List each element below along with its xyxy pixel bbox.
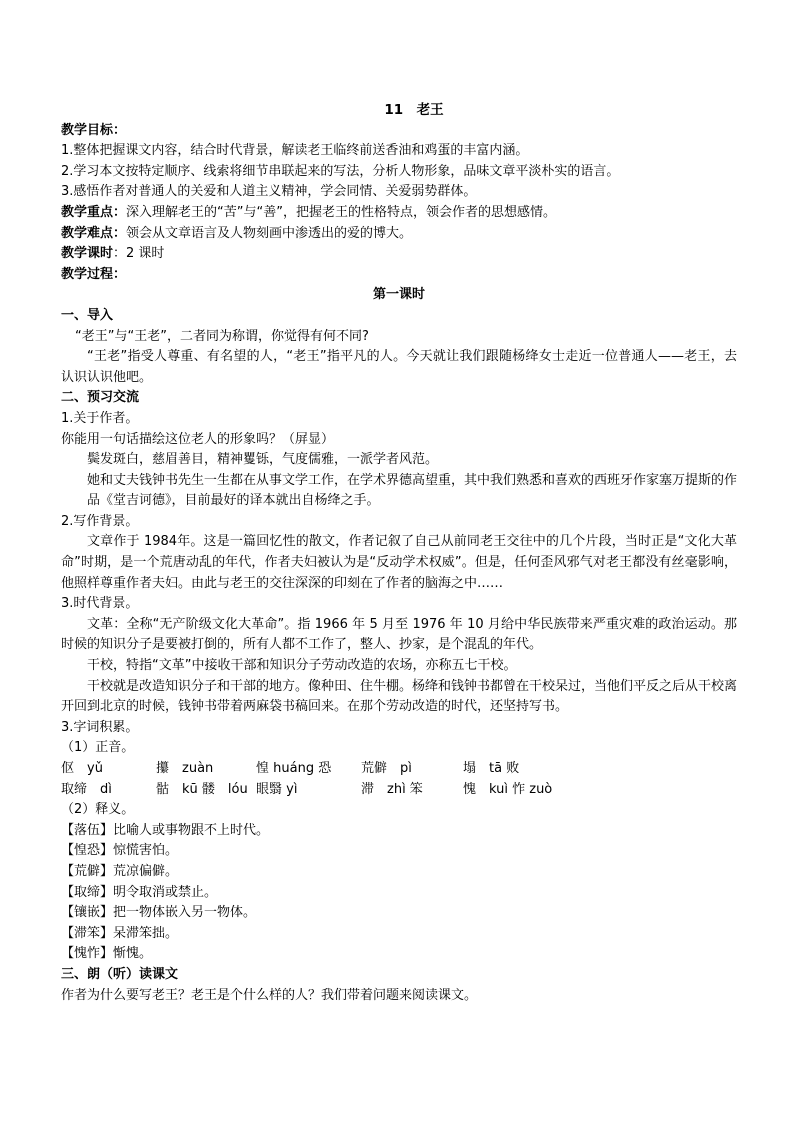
- lesson-heading: 第一课时: [372, 287, 425, 303]
- intro-question: “老王”与“王老”，二者同为称谓，你觉得有何不同?: [75, 328, 369, 344]
- objectives-heading: 教学目标：: [61, 122, 127, 138]
- gloss-item: [61, 821, 737, 842]
- writing-background: 2.写作背景。: [61, 513, 139, 529]
- gloss-definition: 荒凉偏僻。: [113, 863, 179, 879]
- era-paragraph-1: 文革：全称“无产阶级文化大革命”。指 1966 年 5 月至 1976 年 10 月给中华民族带来严重灾难的政治运动。那时候的知识分子是要被打倒的，所有人都不工作了，整人、抄家，是个混乱的年代。: [61, 616, 737, 653]
- pron-item: 塌 tā 败: [463, 761, 520, 776]
- pronunciation-row-2: [61, 780, 737, 801]
- difficulty-text: 领会从文章语言及人物刻画中渗透出的爱的博大。: [126, 225, 413, 241]
- key-point-text: 深入理解老王的“苦”与“善”，把握老王的性格特点，领会作者的思想感情。: [126, 204, 556, 220]
- key-point: [61, 203, 737, 224]
- pron-item: 伛 yǔ: [61, 761, 103, 776]
- gloss-term: 【滞笨】: [61, 925, 114, 941]
- reading-prompt: 作者为什么要写老王？老王是个什么样的人？我们带着问题来阅读课文。: [61, 987, 478, 1003]
- gloss-item: [61, 944, 737, 965]
- gloss-definition: 惊慌害怕。: [113, 843, 179, 859]
- gloss-heading: （2）释义。: [61, 802, 135, 818]
- gloss-item: [61, 883, 737, 904]
- gloss-definition: 明令取消或禁止。: [113, 884, 218, 900]
- objective-1: 1.整体把握课文内容，结合时代背景，解读老王临终前送香油和鸡蛋的丰富内涵。: [61, 143, 529, 159]
- era-background: 3.时代背景。: [61, 596, 139, 612]
- author-paragraph: 她和丈夫钱钟书先生一生都在从事文学工作，在学术界德高望重，其中我们熟悉和喜欢的西班牙作家塞万提斯的作品《堂吉诃德》，目前最好的译本就出自杨绛之手。: [87, 472, 738, 509]
- document-page: [61, 100, 737, 1006]
- gloss-item: [61, 903, 737, 924]
- gloss-term: 【荒僻】: [61, 863, 114, 879]
- hours-label: 教学课时: [61, 246, 114, 262]
- pronunciation-heading: （1）正音。: [61, 740, 135, 756]
- era-paragraph-3: 干校就是改造知识分子和干部的地方。像种田、住牛棚。杨绛和钱钟书都曾在干校呆过，当他们平反之后从干校离开回到北京的时候，钱钟书带着两麻袋书稿回来。在那个劳动改造的时代，还坚持写书。: [61, 678, 738, 715]
- objective-2: 2.学习本文按特定顺序、线索将细节串联起来的写法，分析人物形象，品味文章平淡朴实的语言。: [61, 163, 620, 179]
- gloss-term: 【镶嵌】: [61, 905, 114, 921]
- hours-text: ：2 课时: [113, 246, 165, 262]
- gloss-term: 【落伍】: [61, 822, 114, 838]
- gloss-definition: 惭愧。: [113, 946, 153, 962]
- section-reading-heading: 三、朗（听）读课文: [61, 966, 179, 982]
- gloss-definition: 呆滞笨拙。: [113, 925, 179, 941]
- class-hours: [61, 244, 737, 265]
- about-author: 1.关于作者。: [61, 410, 139, 426]
- gloss-definition: 比喻人或事物跟不上时代。: [113, 822, 270, 838]
- gloss-item: [61, 862, 737, 883]
- gloss-term: 【愧怍】: [61, 946, 114, 962]
- pron-item: 眼翳 yì: [256, 781, 298, 797]
- writing-background-paragraph: 文章作于 1984年。这是一篇回忆性的散文，作者记叙了自己从前同老王交往中的几个片段，当时正是“文化大革命”时期，是一个荒唐动乱的年代，作者夫妇被认为是“反动学术权威”。但是，任何歪风邪气对老王都没有丝毫影响，他照样尊重作者夫妇。由此与老王的交往深深的印刻在了作者的脑海之中……: [61, 534, 737, 591]
- intro-paragraph: “王老”指受人尊重、有名望的人，“老王”指平凡的人。今天就让我们跟随杨绛女士走近一位普通人——老王，去认识认识他吧。: [61, 349, 737, 385]
- gloss-item: [61, 841, 737, 862]
- key-point-label: 教学重点：: [61, 204, 127, 220]
- pron-item: 骷 kū 髅 lóu: [156, 781, 248, 797]
- section-intro-heading: 一、导入: [61, 307, 114, 323]
- pron-item: 滞 zhì 笨: [361, 781, 423, 797]
- vocabulary-heading: 3.字词积累。: [61, 719, 139, 735]
- era-paragraph-2: 干校，特指“文革”中接收干部和知识分子劳动改造的农场，亦称五七干校。: [87, 658, 517, 674]
- objective-3: 3.感悟作者对普通人的关爱和人道主义精神，学会同情、关爱弱势群体。: [61, 184, 477, 200]
- pron-item: 攥 zuàn: [156, 761, 214, 776]
- pron-item: 愧 kuì 怍 zuò: [463, 781, 553, 797]
- section-preview-heading: 二、预习交流: [61, 390, 140, 406]
- gloss-definition: 把一物体嵌入另一物体。: [113, 905, 257, 921]
- gloss-term: 【取缔】: [61, 884, 114, 900]
- difficulty: [61, 224, 737, 245]
- author-question: 你能用一句话描绘这位老人的形象吗？（屏显）: [61, 431, 335, 447]
- pron-item: 取缔 dì: [61, 781, 112, 797]
- pron-item: 荒僻 pì: [361, 761, 412, 776]
- gloss-item: [61, 924, 737, 945]
- pron-item: 惶 huáng 恐: [256, 761, 332, 776]
- gloss-term: 【惶恐】: [61, 843, 114, 859]
- process-heading: 教学过程：: [61, 266, 127, 282]
- difficulty-label: 教学难点：: [61, 225, 127, 241]
- pronunciation-row-1: [61, 759, 737, 780]
- author-answer: 鬓发斑白，慈眉善目，精神矍铄，气度儒雅，一派学者风范。: [87, 452, 439, 468]
- lesson-title: 11 老王: [384, 102, 444, 118]
